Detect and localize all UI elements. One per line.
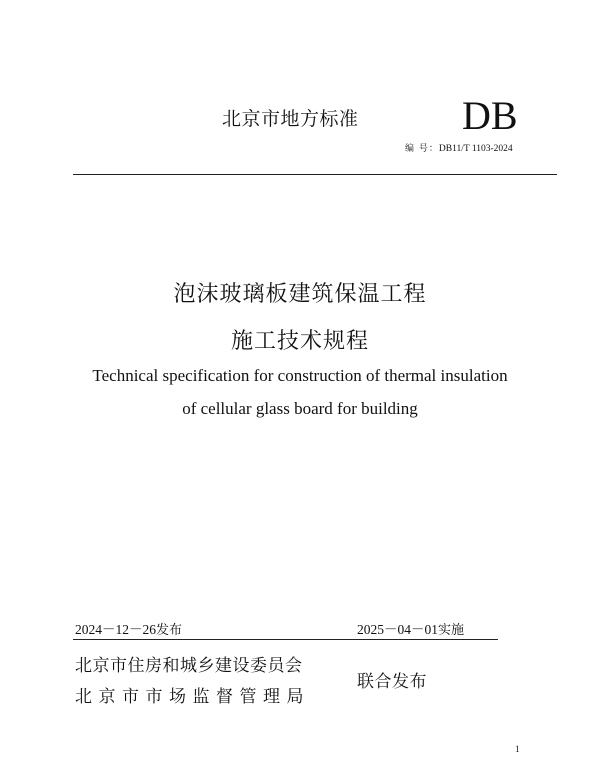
effective-label: 实施 xyxy=(438,623,465,638)
title-en-line1: Technical specification for construction of thermal insulation xyxy=(92,366,508,385)
standard-number xyxy=(405,141,513,154)
title-cn-line1: 泡沫玻璃板建筑保温工程 xyxy=(173,282,427,307)
standard-number-value: DB11/T 1103-2024 xyxy=(438,144,513,154)
dates-divider xyxy=(73,639,498,640)
standard-category: 北京市地方标准 xyxy=(222,108,359,130)
title-cn-line2: 施工技术规程 xyxy=(230,329,369,354)
joint-release-label: 联合发布 xyxy=(357,672,427,692)
effective-date: 2025－04－01 xyxy=(357,622,438,637)
standard-number-label: 编 号： xyxy=(405,144,439,154)
issuer-housing-commission: 北京市住房和城乡建设委员会 xyxy=(75,656,303,676)
header-divider xyxy=(73,174,557,175)
issuer-market-supervision: 北京市市场监督管理局 xyxy=(75,687,310,707)
issue-date: 2024－12－26 xyxy=(75,622,156,637)
page-number: 1 xyxy=(515,744,520,754)
effective-date-row xyxy=(357,618,464,638)
db-mark: DB xyxy=(462,93,518,138)
issue-label: 发布 xyxy=(156,623,183,638)
title-en-line2: of cellular glass board for building xyxy=(182,399,418,418)
issue-date-row xyxy=(75,618,182,638)
